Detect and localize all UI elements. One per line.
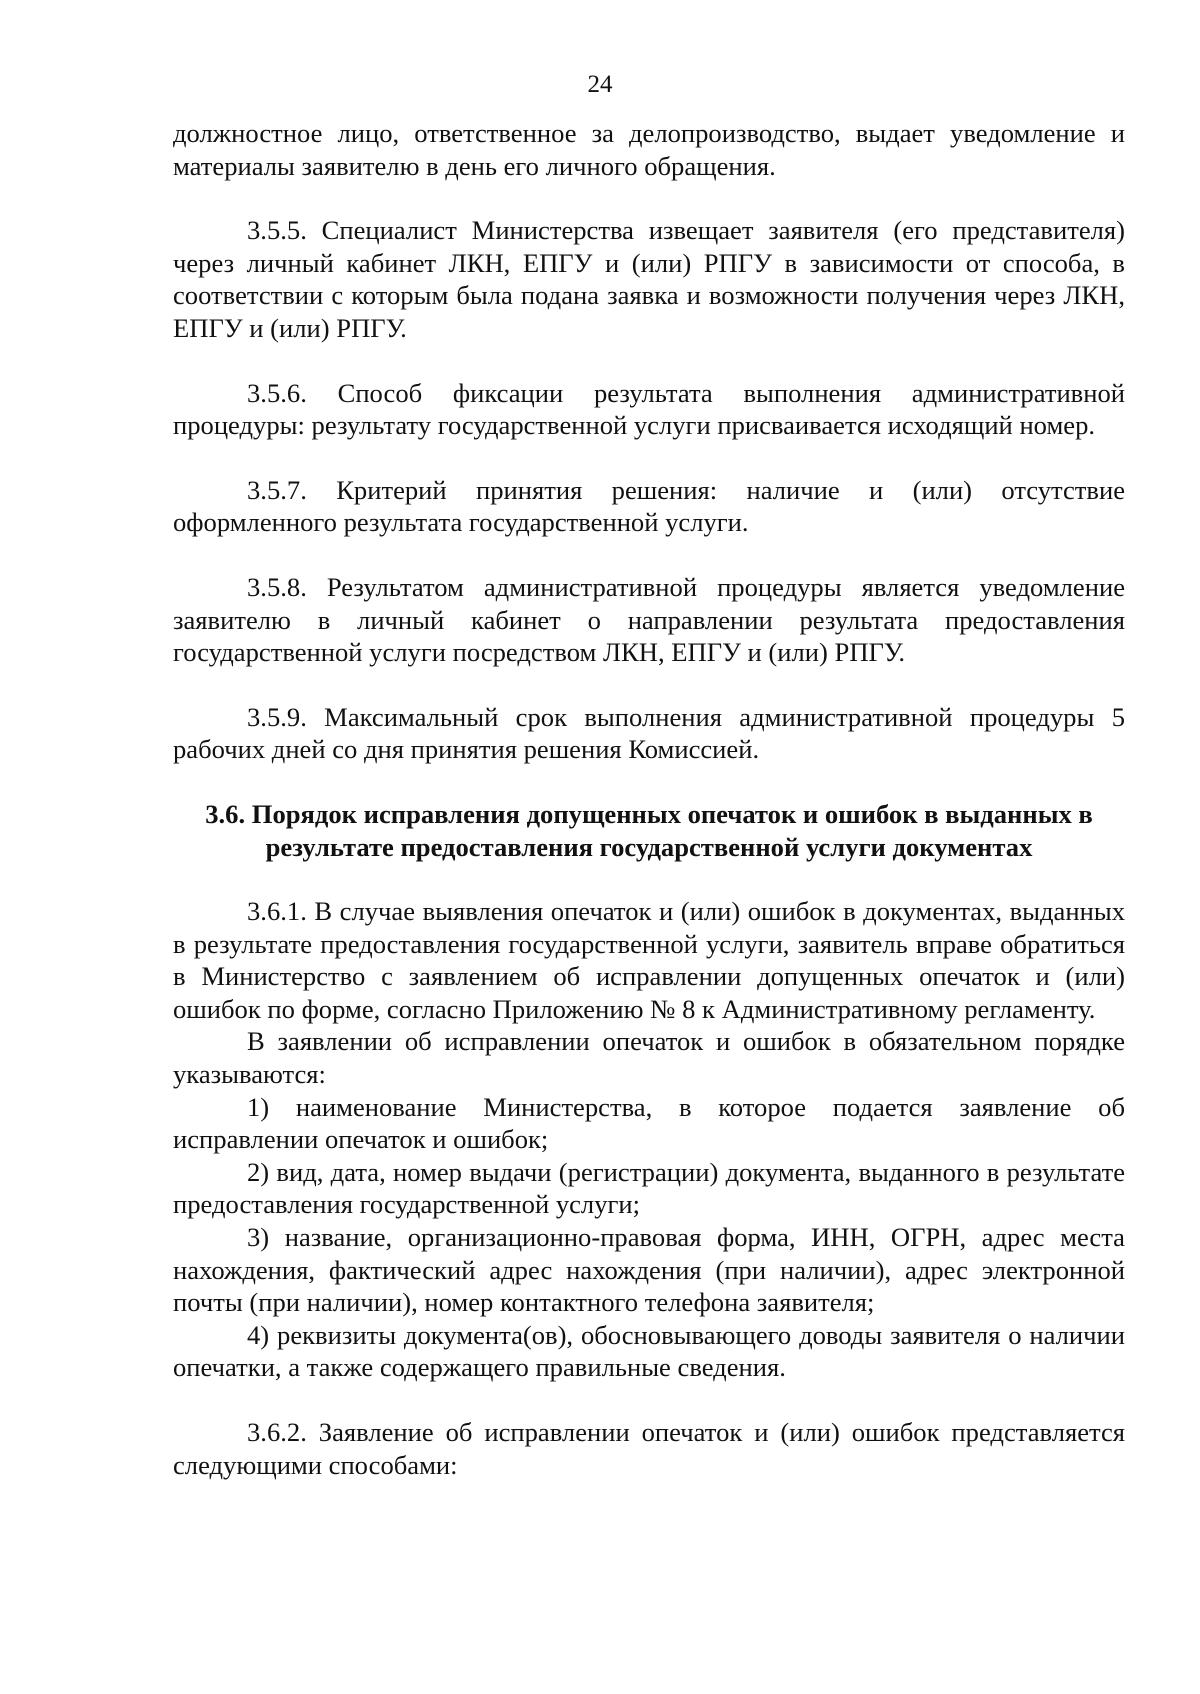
paragraph-3-5-5: 3.5.5. Специалист Министерства извещает заявителя (его представителя) через личный кабинет ЛКН, ЕПГУ и (или) РПГУ в зависимости от способа, в соответствии с которым была подана заявка и возможности получения через ЛКН, ЕПГУ и (или) РПГУ.	[173, 215, 1125, 343]
list-item-2: 2) вид, дата, номер выдачи (регистрации) документа, выданного в результате предоставления государственной услуги;	[173, 1156, 1125, 1220]
list-item-4: 4) реквизиты документа(ов), обосновывающего доводы заявителя о наличии опечатки, а также содержащего правильные сведения.	[173, 1319, 1125, 1383]
paragraph-3-5-8: 3.5.8. Результатом административной процедуры является уведомление заявителю в личный кабинет о направлении результата предоставления государственной услуги посредством ЛКН, ЕПГУ и (или) РПГУ.	[173, 571, 1125, 668]
paragraph-3-5-6: 3.5.6. Способ фиксации результата выполнения административной процедуры: результату государственной услуги присваивается исходящий номер.	[173, 377, 1125, 441]
paragraph-3-6-1: 3.6.1. В случае выявления опечаток и (или) ошибок в документах, выданных в результате предоставления государственной услуги, заявитель вправе обратиться в Министерство с заявлением об исправлении допущенных опечаток и (или) ошибок по форме, согласно Приложению № 8 к Административному регламенту.	[173, 896, 1125, 1024]
paragraph-3-5-7: 3.5.7. Критерий принятия решения: наличие и (или) отсутствие оформленного результата государственной услуги.	[173, 474, 1125, 538]
paragraph-requirements-intro: В заявлении об исправлении опечаток и ошибок в обязательном порядке указываются:	[173, 1026, 1125, 1090]
paragraph-3-5-9: 3.5.9. Максимальный срок выполнения административной процедуры 5 рабочих дней со дня принятия решения Комиссией.	[173, 701, 1125, 765]
paragraph-3-6-2: 3.6.2. Заявление об исправлении опечаток и (или) ошибок представляется следующими способами:	[173, 1417, 1125, 1480]
paragraph-continuation: должностное лицо, ответственное за делопроизводство, выдает уведомление и материалы заявителю в день его личного обращения.	[173, 118, 1125, 181]
list-item-1: 1) наименование Министерства, в которое подается заявление об исправлении опечаток и ошибок;	[173, 1091, 1125, 1155]
list-item-3: 3) название, организационно-правовая форма, ИНН, ОГРН, адрес места нахождения, фактический адрес нахождения (при наличии), адрес электронной почты (при наличии), номер контактного телефона заявителя;	[173, 1222, 1125, 1318]
section-heading-3-6: 3.6. Порядок исправления допущенных опечаток и ошибок в выданных в результате предоставления государственной услуги документах	[205, 798, 1093, 862]
page-number: 24	[587, 71, 613, 98]
document-body	[173, 117, 1125, 1481]
